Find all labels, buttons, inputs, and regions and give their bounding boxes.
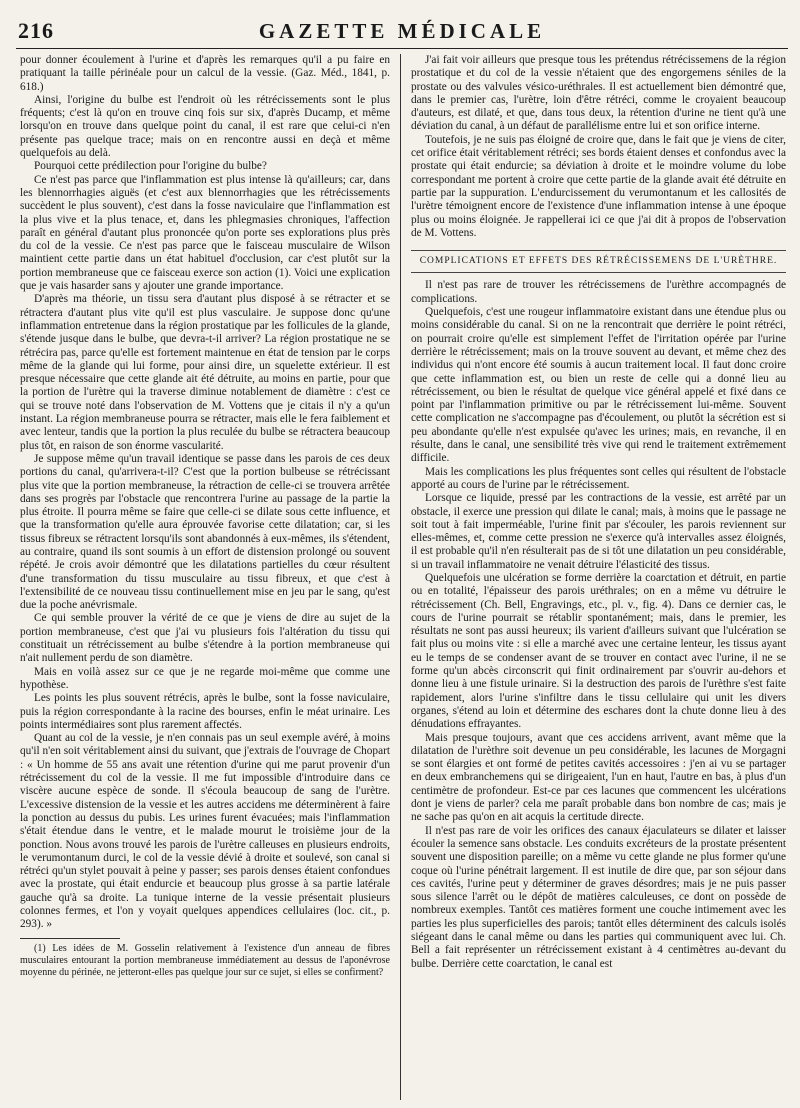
text-columns [16, 54, 788, 1100]
paragraph: Quant au col de la vessie, je n'en connais pas un seul exemple avéré, à moins qu'il n'en soit véritablement ainsi du suivant, que j'extrais de l'ouvrage de Chopart : « Un homme de 55 ans avait une rétention d'urine qui me parut provenir d'un rétrécissement du col de la vessie. Il me fut impossible d'introduire dans ce viscère aucune espèce de sonde. Il s'écoula beaucoup de sang de l'urètre. L'excessive distension de la vessie et les autres accidens me déterminèrent à faire la ponction au dessus du pubis. Les urines furent évacuées; mais l'inflammation s'était étendue dans le ventre, et le malade mourut le troisième jour de la ponction. Nous avons trouvé les parois de l'urètre calleuses en plusieurs endroits, le verumontanum durci, le col de la vessie dévié à droite et soulevé, son canal si rétréci qu'un stylet pouvait à peine y passer; ses parois denses étaient confondues avec la prostate, qui était endurcie et beaucoup plus grosse à sa partie latérale gauche qu'à sa droite. La tunique interne de la vessie présentait plusieurs colonnes fermes, et l'on y voyait quelques appendices cellulaires (loc. cit., p. 293). » [20, 732, 390, 931]
paragraph: Ce n'est pas parce que l'inflammation est plus intense là qu'ailleurs; car, dans les blennorrhagies aiguës (et c'est aux blennorrhagies que les rétrécissements succèdent le plus souvent), c'est dans la fosse naviculaire que l'inflammation est la plus vive et la plus tenace, et, dans les phlegmasies chroniques, l'affection paraît en général d'autant plus prononcée qu'on porte ses explorations plus près du col de la vessie. Ce n'est pas parce que le faisceau musculaire de Wilson maintient cette partie dans un état habituel d'occlusion, car c'est plutôt sur la portion membraneuse que ce faisceau exerce son action (1). Voici une explication que je vais hasarder sans y ajouter une grande importance. [20, 173, 390, 293]
footnote-divider [20, 938, 120, 939]
paragraph: Ce qui semble prouver la vérité de ce que je viens de dire au sujet de la portion membraneuse, c'est que j'ai vu plusieurs fois l'altération du tissu qui constituait un rétrécissement au bulbe s'étendre à la portion membraneuse qui n'ait nullement perdu de son diamètre. [20, 612, 390, 665]
paragraph: Pourquoi cette prédilection pour l'origine du bulbe? [34, 160, 267, 173]
paragraph: Les points les plus souvent rétrécis, après le bulbe, sont la fosse naviculaire, puis la région correspondante à la racine des bourses, enfin le méat urinaire. Les points intermédiaires sont plus rarement affectés. [20, 692, 390, 731]
section-heading: COMPLICATIONS ET EFFETS DES RÉTRÉCISSEMENS DE L'URÈTHRE. [411, 250, 786, 273]
left-column [20, 54, 390, 1100]
right-column [411, 54, 786, 1100]
paragraph: Je suppose même qu'un travail identique se passe dans les parois de ces deux portions du canal, qu'arrivera-t-il? C'est que la portion bulbeuse se rétrécissant plus vite que la portion membraneuse, la rétraction de celle-ci se trouvera arrêtée dans ses progrès par l'obstacle que rencontrera l'urine au passage de la partie la plus étroite. Il pourra même se faire que celle-ci se dilate sous cette influence, et que la transformation qu'elle aura éprouvée favorise cette dilatation; car, si les tissus fibreux se rétractent lorsqu'ils sont abandonnés à eux-mêmes, ils s'étendent, au contraire, quand ils sont soumis à un effort de distension prolongé ou souvent répété. Je crois avoir démontré que les dilatations partielles du cœur résultent d'une transformation du tissu musculaire au tissu fibreux, et que c'est à l'extensibilité de ce nouveau tissu continuellement mise en jeu par le sang, qu'est due la poche anévrismale. [20, 452, 390, 612]
paragraph: Il n'est pas rare de voir les orifices des canaux éjaculateurs se dilater et laisser écouler la semence sans obstacle. Les conduits excréteurs de la prostate présentent souvent une disposition pareille; on a même vu cette glande ne plus former qu'une coque où l'urine pénétrait largement. Il est inutile de dire que, par son séjour dans ces cavités, l'urine peut y déterminer de graves désordres; mais je ne puis passer sous silence l'arrêt ou le dépôt de matières calculeuses, ce dont on possède de nombreux exemples. Tantôt ces matières forment une couche intimement avec les parties les plus superficielles des parois; tantôt elles déterminent des calculs isolés siégeant dans le canal même ou dans les parties qui communiquent avec lui. Ch. Bell a fait représenter un rétrécissement existant à 4 centimètres au-devant du bulbe. Derrière cette coarctation, le canal est [411, 824, 786, 970]
footnote: (1) Les idées de M. Gosselin relativement à l'existence d'un anneau de fibres musculaires entourant la portion membraneuse immédiatement au dessus de l'aponévrose moyenne du périnée, ne jetteront-elles pas quelque jour sur ce sujet, si elles se confirment? [20, 942, 390, 978]
paragraph: pour donner écoulement à l'urine et d'après les remarques qu'il a pu faire en pratiquant la taille périnéale pour un calcul de la vessie. (Gaz. Méd., 1841, p. 618.) [20, 54, 390, 93]
paragraph: D'après ma théorie, un tissu sera d'autant plus disposé à se rétracter et se rétractera d'autant plus vite qu'il est plus vasculaire. Je suppose donc qu'une inflammation entretenue dans la région prostatique par les follicules de la glande, s'étende jusque dans le bulbe, que devra-t-il arriver? La région prostatique ne se rétrécira pas, parce qu'elle est fortement maintenue en état de tension par le corps même de la glande qui lui forme, pour ainsi dire, un squelette extérieur. Il est presque nécessaire que cette glande ait été détruite, au moins en partie, pour que la portion de l'urètre qui la traverse diminue notablement de diamètre : c'est ce qui se trouve noté dans l'observation de M. Vottens que je citais il n'y a qu'un instant. La région membraneuse pourra se rétracter, mais elle le fera faiblement et avec lenteur, tandis que la portion la plus reculée du bulbe se rétractera beaucoup plus tôt, en raison de son énorme vascularité. [20, 293, 390, 452]
newspaper-page [16, 14, 788, 1100]
paragraph: J'ai fait voir ailleurs que presque tous les prétendus rétrécissemens de la région prostatique et du col de la vessie n'étaient que des engorgemens séniles de la prostate ou des valvules vésico-uréthrales. Il est actuellement bien démontré que, dans le premier cas, l'urètre, loin d'être rétréci, comme le croyaient beaucoup d'auteurs, est dilaté, et que, dans tous deux, la rétention d'urine ne tient qu'à une déviation du canal, à un défaut de parallélisme entre lui et son orifice interne. [411, 54, 786, 133]
page-header [16, 14, 788, 49]
journal-title: GAZETTE MÉDICALE [258, 19, 546, 43]
paragraph: Ainsi, l'origine du bulbe est l'endroit où les rétrécissements sont le plus fréquents; c'est là qu'on en trouve cinq fois sur six, d'après Ducamp, et même lorsqu'on en trouve dans quelque point du canal, il est rare que celui-ci n'en présente pas quelque trace; mais on en rencontre aussi en deçà et même quelquefois au delà. [20, 93, 390, 160]
paragraph: Il n'est pas rare de trouver les rétrécissemens de l'urèthre accompagnés de complications. [411, 279, 786, 305]
column-divider [400, 54, 401, 1100]
paragraph: Lorsque ce liquide, pressé par les contractions de la vessie, est arrêté par un obstacle, il exerce une pression qui dilate le canal; mais, à moins que le passage ne soit tout à fait imperméable, l'urine finit par s'écouler, les parois reviennent sur elles-mêmes, et, comme cette pression ne s'exerce qu'à intervalles assez éloignés, il est probable qu'il n'en résulterait pas de si tôt une dilatation un peu considérable, si un travail inflammatoire ne venait détruire l'élasticité des tissus. [411, 492, 786, 571]
paragraph: Mais en voilà assez sur ce que je ne regarde moi-même que comme une hypothèse. [20, 665, 390, 691]
paragraph: Mais presque toujours, avant que ces accidens arrivent, avant même que la dilatation de l'urèthre soit devenue un peu considérable, les lacunes de Morgagni se sont élargies et ont formé de petites cavités accessoires : j'en ai vu se partager en deux embranchemens qui se dirigeaient, l'un en haut, l'autre en bas, à plus d'un centimètre de profondeur. Est-ce par ces lacunes que commencent les ulcérations dont je viens de parler? cela me paraît probable dans bon nombre de cas; mais je ne sache pas qu'on en ait acquis la certitude directe. [411, 731, 786, 824]
paragraph: Mais les complications les plus fréquentes sont celles qui résultent de l'obstacle apporté au cours de l'urine par le rétrécissement. [411, 465, 786, 491]
paragraph: Quelquefois une ulcération se forme derrière la coarctation et détruit, en partie ou en totalité, l'épaisseur des parois uréthrales; on en a même vu détruire le rétrécissement (Ch. Bell, Engravings, etc., pl. v., fig. 4). Dans ce dernier cas, le cours de l'urine pourrait se rétablir spontanément; mais, dans le premier, les résultats ne sont pas aussi heureux; ils varient d'ailleurs suivant que l'ulcération se fait plus ou moins vite : si elle a marché avec une certaine lenteur, les tissus ayant eu le temps de se condenser avant de se trouver en contact avec l'urine, il ne se forme qu'un abcès circonscrit qui finit ordinairement par s'ouvrir au-dehors et donne lieu à une fistule urinaire. Si la destruction des parois de l'urèthre s'est faite rapidement, alors l'urine s'infiltre dans le tissu cellulaire qui unit les divers organes, s'étend au loin et détermine des eschares dont la chute donne lieu à des dénudations effrayantes. [411, 571, 786, 731]
page-number: 216 [18, 18, 54, 43]
paragraph: Quelquefois, c'est une rougeur inflammatoire existant dans une étendue plus ou moins considérable du canal. Si on ne la rencontrait que derrière le point rétréci, on pourrait croire qu'elle est simplement l'effet de l'irritation opérée par l'urine derrière le rétrécissement; mais on la trouve souvent au devant, et même chez des individus qui n'ont encore été soumis à aucun traitement local. Il faut donc croire que cette inflammation est, ou bien un reste de celle qui a donné lieu au rétrécissement, ou bien le résultat de quelque vice général appelé et fixé dans ce point par l'inflammation primitive ou par le rétrécissement lui-même. Souvent cette complication ne s'accompagne pas d'écoulement, ou plutôt la sécrétion est si peu abondante qu'elle n'est expulsée qu'avec les urines; mais, en revanche, il en résulte, dans le canal, une sensibilité très vive qui rend le traitement extrêmement difficile. [411, 306, 786, 465]
paragraph: Toutefois, je ne suis pas éloigné de croire que, dans le fait que je viens de citer, cet orifice était véritablement rétréci; ses bords étaient denses et confondus avec la prostate qui était endurcie; sa déviation à droite et le moindre volume du lobe correspondant me portent à croire que cette partie de la glande avait été détruite en partie par la suppuration. L'endurcissement du verumontanum et les callosités de l'urètre témoignent encore de l'existence d'une inflammation intense à une époque plus ou moins éloignée. Je rappellerai ici ce que j'ai dit à propos de l'observation de M. Vottens. [411, 133, 786, 239]
